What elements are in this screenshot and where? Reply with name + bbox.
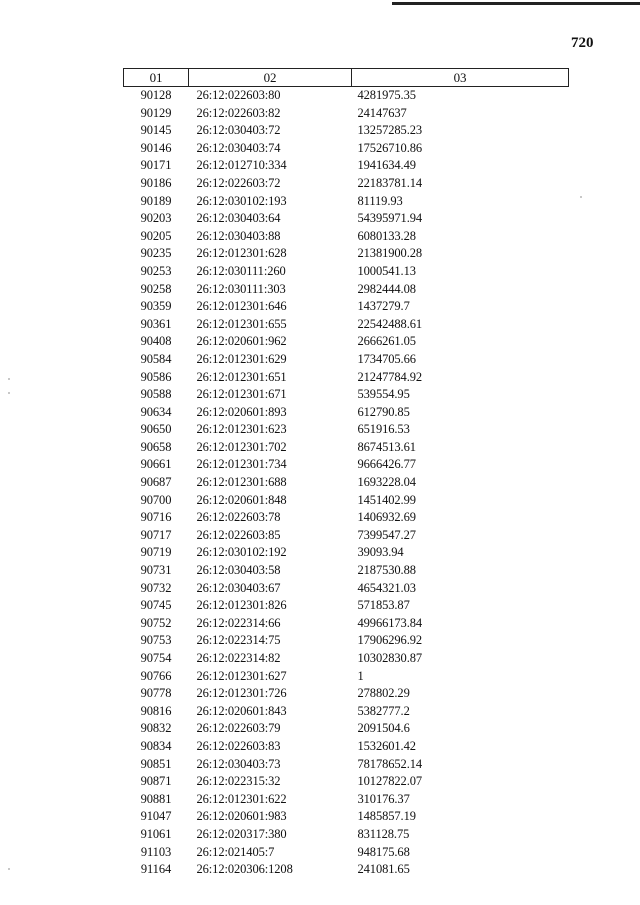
value-cell: 651916.53 — [357, 422, 410, 437]
table-row — [124, 210, 569, 228]
table-row — [124, 245, 569, 263]
cadastral-number-cell: 26:12:030403:64 — [196, 211, 281, 226]
table-row — [124, 456, 569, 474]
table-row — [124, 439, 569, 457]
cadastral-number-cell: 26:12:030403:67 — [196, 580, 281, 595]
row-id-cell: 90634 — [140, 404, 172, 419]
value-cell: 1406932.69 — [357, 510, 416, 525]
top-rule — [392, 2, 640, 5]
value-cell: 539554.95 — [357, 387, 410, 402]
table-row — [124, 298, 569, 316]
value-cell: 10127822.07 — [357, 774, 423, 789]
table-row — [124, 544, 569, 562]
row-id-cell: 90834 — [140, 738, 172, 753]
value-cell: 54395971.94 — [357, 211, 423, 226]
row-id-cell: 90732 — [140, 580, 172, 595]
table-row — [124, 122, 569, 140]
table-row — [124, 351, 569, 369]
cadastral-number-cell: 26:12:021405:7 — [196, 844, 275, 859]
row-id-cell: 90881 — [140, 791, 172, 806]
cadastral-number-cell: 26:12:012301:671 — [196, 387, 287, 402]
table-row — [124, 668, 569, 686]
row-id-cell: 90146 — [140, 140, 172, 155]
cadastral-number-cell: 26:12:020601:962 — [196, 334, 287, 349]
value-cell: 1485857.19 — [357, 809, 416, 824]
value-cell: 17906296.92 — [357, 633, 423, 648]
cadastral-number-cell: 26:12:030403:88 — [196, 228, 281, 243]
value-cell: 1 — [357, 668, 364, 683]
row-id-cell: 90778 — [140, 686, 172, 701]
cadastral-number-cell: 26:12:020601:843 — [196, 703, 287, 718]
value-cell: 2982444.08 — [357, 281, 416, 296]
table-row — [124, 333, 569, 351]
scan-speck — [8, 378, 10, 380]
value-cell: 2666261.05 — [357, 334, 416, 349]
value-cell: 310176.37 — [357, 791, 410, 806]
cadastral-number-cell: 26:12:030102:193 — [196, 193, 287, 208]
table-row — [124, 105, 569, 123]
row-id-cell: 90258 — [140, 281, 172, 296]
table-row — [124, 632, 569, 650]
cadastral-number-cell: 26:12:012301:734 — [196, 457, 287, 472]
value-cell: 10302830.87 — [357, 651, 423, 665]
row-id-cell: 90359 — [140, 299, 172, 314]
table-body — [124, 87, 569, 879]
cadastral-number-cell: 26:12:012301:622 — [196, 791, 287, 806]
cadastral-number-cell: 26:12:022603:72 — [196, 175, 281, 190]
column-header-01: 01 — [124, 69, 189, 87]
cadastral-number-cell: 26:12:022603:83 — [196, 738, 281, 753]
value-cell: 8674513.61 — [357, 439, 416, 454]
table-row — [124, 615, 569, 633]
row-id-cell: 90752 — [140, 615, 172, 630]
row-id-cell: 90754 — [140, 651, 172, 665]
row-id-cell: 90745 — [140, 598, 172, 613]
table-row — [124, 826, 569, 844]
row-id-cell: 90235 — [140, 246, 172, 261]
value-cell: 1693228.04 — [357, 475, 416, 490]
table-row — [124, 87, 569, 105]
table-row — [124, 369, 569, 387]
value-cell: 948175.68 — [357, 844, 410, 859]
table-row — [124, 861, 569, 879]
cadastral-number-cell: 26:12:030102:192 — [196, 545, 287, 560]
value-cell: 21381900.28 — [357, 246, 423, 261]
value-cell: 22183781.14 — [357, 175, 423, 190]
value-cell: 1437279.7 — [357, 299, 410, 314]
row-id-cell: 91047 — [140, 809, 172, 824]
cadastral-number-cell: 26:12:030403:74 — [196, 140, 281, 155]
value-cell: 2187530.88 — [357, 563, 416, 578]
row-id-cell: 90408 — [140, 334, 172, 349]
table-row — [124, 421, 569, 439]
value-cell: 1451402.99 — [357, 492, 416, 507]
value-cell: 4281975.35 — [357, 88, 416, 102]
value-cell: 13257285.23 — [357, 123, 423, 138]
row-id-cell: 90658 — [140, 439, 172, 454]
value-cell: 831128.75 — [357, 826, 410, 841]
value-cell: 49966173.84 — [357, 615, 423, 630]
value-cell: 24147637 — [357, 105, 407, 120]
value-cell: 78178652.14 — [357, 756, 423, 771]
value-cell: 5382777.2 — [357, 703, 410, 718]
row-id-cell: 90361 — [140, 316, 172, 331]
value-cell: 1532601.42 — [357, 738, 416, 753]
cadastral-number-cell: 26:12:020601:983 — [196, 809, 287, 824]
cadastral-number-cell: 26:12:022603:82 — [196, 105, 281, 120]
column-header-02: 02 — [189, 69, 352, 87]
table-row — [124, 597, 569, 615]
value-cell: 21247784.92 — [357, 369, 423, 384]
row-id-cell: 90253 — [140, 263, 172, 278]
table-row — [124, 193, 569, 211]
cadastral-number-cell: 26:12:012301:646 — [196, 299, 287, 314]
value-cell: 7399547.27 — [357, 527, 416, 542]
row-id-cell: 90650 — [140, 422, 172, 437]
row-id-cell: 90851 — [140, 756, 172, 771]
row-id-cell: 91103 — [140, 844, 172, 859]
value-cell: 9666426.77 — [357, 457, 416, 472]
cadastral-number-cell: 26:12:030403:73 — [196, 756, 281, 771]
value-cell: 39093.94 — [357, 545, 404, 560]
row-id-cell: 90186 — [140, 175, 172, 190]
cadastral-number-cell: 26:12:012301:623 — [196, 422, 287, 437]
cadastral-number-cell: 26:12:012301:628 — [196, 246, 287, 261]
row-id-cell: 90753 — [140, 633, 172, 648]
row-id-cell: 90731 — [140, 563, 172, 578]
cadastral-number-cell: 26:12:030111:303 — [196, 281, 286, 296]
table-row — [124, 140, 569, 158]
cadastral-number-cell: 26:12:020317:380 — [196, 826, 287, 841]
table-row — [124, 157, 569, 175]
table-row — [124, 527, 569, 545]
row-id-cell: 90661 — [140, 457, 172, 472]
row-id-cell: 90687 — [140, 475, 172, 490]
scan-speck — [8, 868, 10, 870]
table-row — [124, 281, 569, 299]
cadastral-number-cell: 26:12:012301:627 — [196, 668, 287, 683]
value-cell: 571853.87 — [357, 598, 410, 613]
cadastral-number-cell: 26:12:022603:85 — [196, 527, 281, 542]
table-row — [124, 720, 569, 738]
row-id-cell: 90129 — [140, 105, 172, 120]
table-row — [124, 404, 569, 422]
table-row — [124, 562, 569, 580]
table-row — [124, 386, 569, 404]
table-row — [124, 703, 569, 721]
table-row — [124, 263, 569, 281]
cadastral-number-cell: 26:12:022603:78 — [196, 510, 281, 525]
value-cell: 22542488.61 — [357, 316, 423, 331]
cadastral-number-cell: 26:12:022603:80 — [196, 88, 281, 102]
row-id-cell: 90171 — [140, 158, 172, 173]
value-cell: 1000541.13 — [357, 263, 416, 278]
table-row — [124, 756, 569, 774]
row-id-cell: 90717 — [140, 527, 172, 542]
table-row — [124, 685, 569, 703]
scan-speck — [580, 196, 582, 198]
row-id-cell: 90205 — [140, 228, 172, 243]
value-cell: 1734705.66 — [357, 351, 416, 366]
cadastral-number-cell: 26:12:012301:651 — [196, 369, 287, 384]
value-cell: 2091504.6 — [357, 721, 410, 736]
cadastral-number-cell: 26:12:022314:75 — [196, 633, 281, 648]
table-row — [124, 492, 569, 510]
scan-speck — [8, 392, 10, 394]
table-row — [124, 580, 569, 598]
cadastral-number-cell: 26:12:022315:32 — [196, 774, 281, 789]
row-id-cell: 90145 — [140, 123, 172, 138]
row-id-cell: 90871 — [140, 774, 172, 789]
row-id-cell: 90128 — [140, 88, 172, 102]
table-row — [124, 738, 569, 756]
table-row — [124, 808, 569, 826]
row-id-cell: 91164 — [140, 862, 172, 877]
table-row — [124, 474, 569, 492]
value-cell: 81119.93 — [357, 193, 403, 208]
value-cell: 6080133.28 — [357, 228, 416, 243]
row-id-cell: 90716 — [140, 510, 172, 525]
cadastral-number-cell: 26:12:012301:655 — [196, 316, 287, 331]
value-cell: 241081.65 — [357, 862, 410, 877]
cadastral-number-cell: 26:12:022314:82 — [196, 651, 281, 665]
column-header-03: 03 — [352, 69, 569, 87]
cadastral-number-cell: 26:12:012301:688 — [196, 475, 287, 490]
row-id-cell: 90586 — [140, 369, 172, 384]
cadastral-number-cell: 26:12:030403:72 — [196, 123, 281, 138]
cadastral-number-cell: 26:12:020306:1208 — [196, 862, 293, 877]
cadastral-number-cell: 26:12:012301:826 — [196, 598, 287, 613]
table-row — [124, 650, 569, 668]
cadastral-number-cell: 26:12:020601:893 — [196, 404, 287, 419]
value-cell: 278802.29 — [357, 686, 410, 701]
cadastral-number-cell: 26:12:022603:79 — [196, 721, 281, 736]
row-id-cell: 90766 — [140, 668, 172, 683]
table-row — [124, 175, 569, 193]
table-row — [124, 316, 569, 334]
cadastral-number-cell: 26:12:012301:726 — [196, 686, 287, 701]
value-cell: 612790.85 — [357, 404, 410, 419]
row-id-cell: 90700 — [140, 492, 172, 507]
row-id-cell: 90816 — [140, 703, 172, 718]
data-table — [123, 68, 569, 879]
value-cell: 1941634.49 — [357, 158, 416, 173]
cadastral-number-cell: 26:12:022314:66 — [196, 615, 281, 630]
row-id-cell: 90719 — [140, 545, 172, 560]
table-row — [124, 791, 569, 809]
row-id-cell: 90588 — [140, 387, 172, 402]
table-row — [124, 844, 569, 862]
table-row — [124, 773, 569, 791]
page-number: 720 — [571, 35, 594, 51]
table-row — [124, 228, 569, 246]
header-row — [124, 69, 569, 87]
value-cell: 17526710.86 — [357, 140, 423, 155]
cadastral-number-cell: 26:12:020601:848 — [196, 492, 287, 507]
cadastral-number-cell: 26:12:030111:260 — [196, 263, 286, 278]
row-id-cell: 91061 — [140, 826, 172, 841]
table-row — [124, 509, 569, 527]
cadastral-number-cell: 26:12:012710:334 — [196, 158, 287, 173]
row-id-cell: 90832 — [140, 721, 172, 736]
row-id-cell: 90203 — [140, 211, 172, 226]
row-id-cell: 90189 — [140, 193, 172, 208]
cadastral-number-cell: 26:12:030403:58 — [196, 563, 281, 578]
row-id-cell: 90584 — [140, 351, 172, 366]
value-cell: 4654321.03 — [357, 580, 416, 595]
cadastral-number-cell: 26:12:012301:702 — [196, 439, 287, 454]
cadastral-number-cell: 26:12:012301:629 — [196, 351, 287, 366]
